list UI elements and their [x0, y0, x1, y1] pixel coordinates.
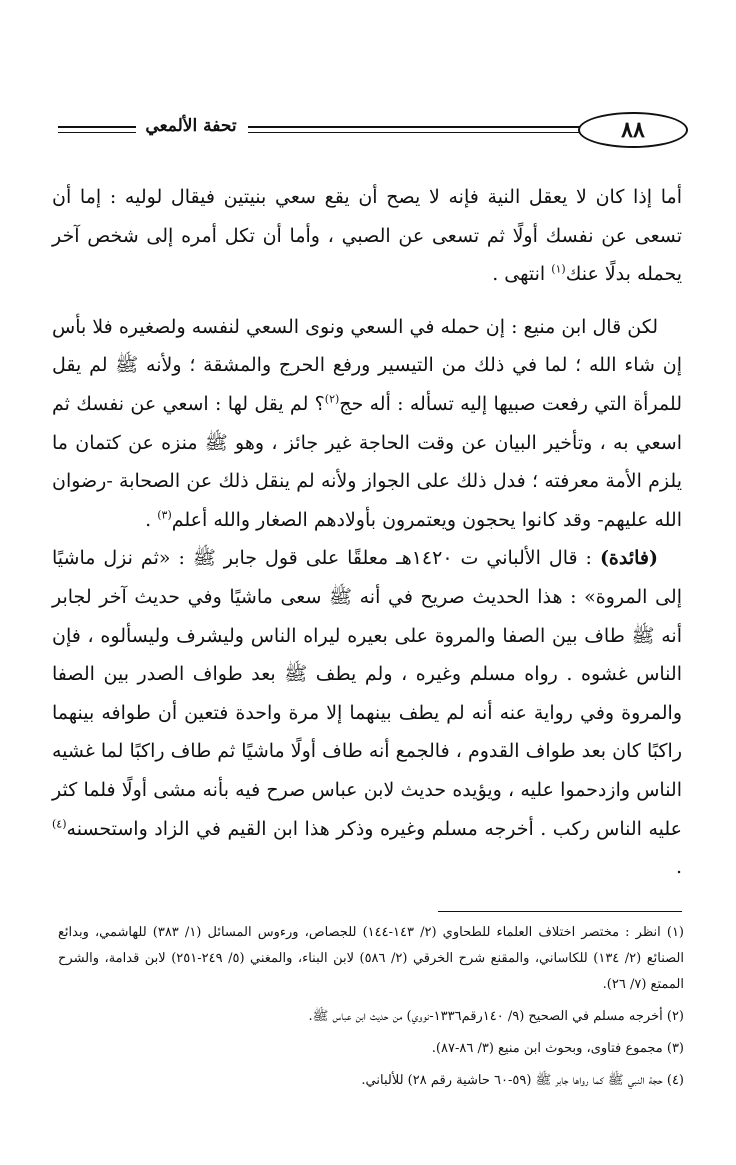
paragraph-2	[52, 308, 682, 540]
footnote-3: (٣) مجموع فتاوى، وبحوث ابن منيع (٣/ ٨٦-٨٧).	[431, 1041, 684, 1056]
paragraph-3-end: .	[675, 856, 682, 879]
page-number-badge	[578, 112, 688, 148]
paragraph-2-text-b: ؟ لم يقل لها : اسعي عن نفسك ثم اسعي به ، وتأخير البيان عن وقت الحاجة غير جائز ، وهو ﷺ منزه عن كتمان ما يلزم الأمة معرفته ؛ فدل ذلك على الجواز ولأنه لم ينقل ذلك عن الصحابة -رضوان الله عليهم- وقد كانوا يحجون ويعتمرون بأولادهم الصغار والله أعلم	[52, 392, 682, 531]
footnote-separator	[438, 911, 682, 912]
benefit-label: (فائدة)	[599, 547, 659, 570]
footnote-1: (١) انظر : مختصر اختلاف العلماء للطحاوي (٢/ ١٤٣-١٤٤) للجصاص، ورءوس المسائل (١/ ٣٨٣) للهاشمي، وبدائع الصنائع (٢/ ١٣٤) للكاساني، والمقنع شرح الخرقي (٢/ ٥٨٦) لابن البناء، والمغني (٥/ ٢٤٩-٢٥١) لابن قدامة، والشرح الممتع (٧/ ٢٦).	[58, 925, 684, 992]
header-rule-middle-bottom	[248, 132, 582, 133]
paragraph-2-end: .	[145, 508, 158, 531]
page-number: ٨٨	[621, 117, 645, 143]
header-rule-middle-top	[248, 126, 582, 128]
footnote-2: (٢) أخرجه مسلم في الصحيح (٩/ ١٤٠رقم١٣٣٦-نووي) من حديث ابن عباس ﷺ.	[308, 1009, 684, 1024]
paragraph-1-end: انتهى .	[492, 263, 552, 286]
footnote-ref-1: (١)	[551, 262, 566, 276]
paragraph-3	[52, 539, 682, 886]
footnote-ref-2: (٢)	[324, 392, 340, 406]
paragraph-1	[52, 178, 682, 294]
book-title: تحفة الألمعي	[136, 116, 246, 136]
paragraph-3-text: : قال الألباني ت ١٤٢٠هـ معلقًا على قول جابر ﷺ : «ثم نزل ماشيًا إلى المروة» : هذا الحديث صريح في أنه ﷺ سعى ماشيًا وفي حديث آخر لجابر أنه ﷺ طاف بين الصفا والمروة على بعيره ليراه الناس وليشرف وليسألوه ، فإن الناس غشوه . رواه مسلم وغيره ، ولم يطف ﷺ بعد طواف الصدر بين الصفا والمروة وفي رواية عنه أنه لم يطف بينهما إلا مرة واحدة فتعين أن طوافه بينهما راكبًا كان بعد طواف القدوم ، فالجمع أنه طاف أولًا ماشيًا ثم طاف راكبًا لما غشيه الناس وازدحموا عليه ، ويؤيده حديث لابن عباس صرح فيه بأنه مشى أولًا فلما كثر عليه الناس ركب . أخرجه مسلم وغيره وذكر هذا ابن القيم في الزاد واستحسنه	[52, 547, 682, 840]
footnotes	[58, 920, 684, 1100]
paragraph-1-text: أما إذا كان لا يعقل النية فإنه لا يصح أن يقع سعي بنيتين فيقال لوليه : إما أن تسعى عن نفسك أولًا ثم تسعى عن الصبي ، وأما أن تكل أمره إلى شخص آخر يحمله بدلًا عنك	[52, 186, 682, 286]
footnote-4: (٤) حجة النبي ﷺ كما رواها جابر ﷺ (٥٩-٦٠ حاشية رقم ٢٨) للألباني.	[361, 1073, 684, 1088]
footnote-ref-3: (٣)	[157, 508, 172, 522]
paragraph-2-text-a: لكن قال ابن منيع : إن حمله في السعي ونوى السعي لنفسه ولصغيره فلا بأس إن شاء الله ؛ لما في ذلك من التيسير ورفع الحرج والمشقة ؛ ولأنه ﷺ لم يقل للمرأة التي رفعت صبيها إليه تسأله : أله حج	[52, 315, 682, 415]
main-text	[52, 178, 682, 887]
footnote-ref-4: (٤)	[52, 817, 67, 831]
page-header	[58, 112, 686, 152]
